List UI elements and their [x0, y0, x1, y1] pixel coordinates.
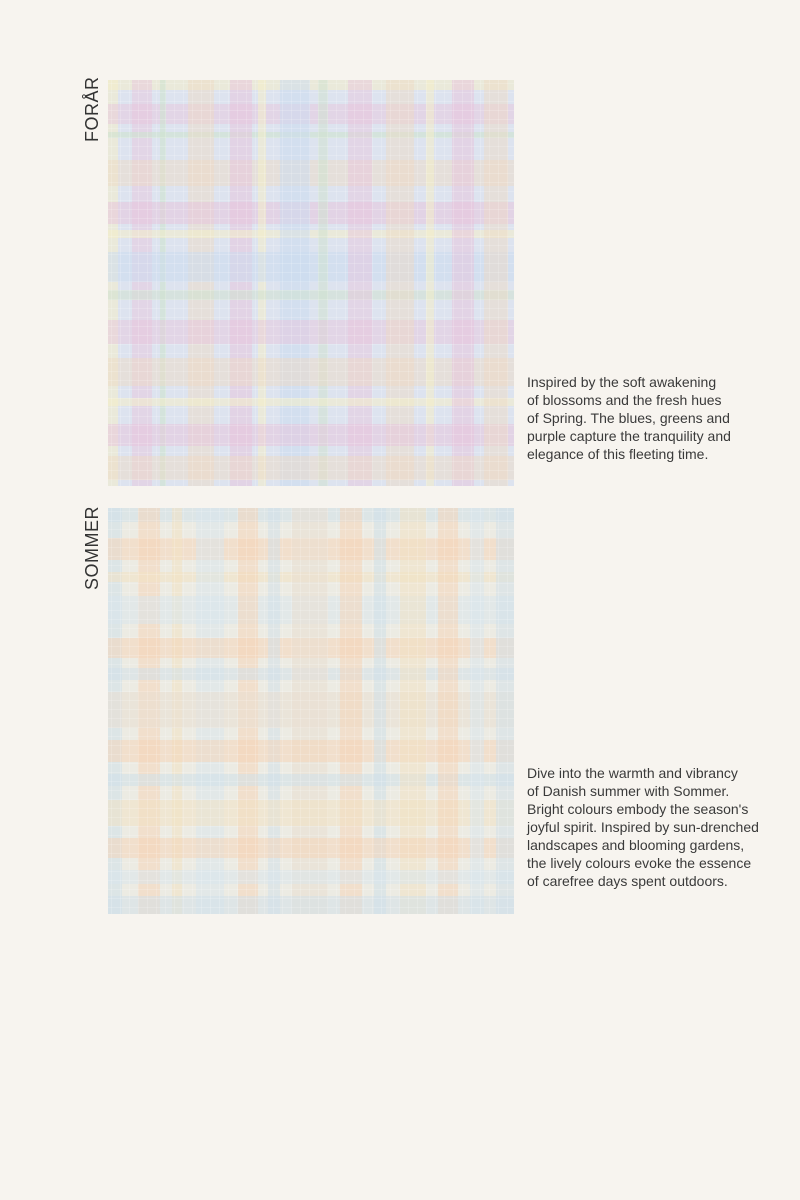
sommer-fabric-swatch — [108, 508, 514, 914]
forar-description: Inspired by the soft awakening of blossoms and the fresh hues of Spring. The blues, greens and purple capture the tranquility and elegance of this fleeting time. — [527, 374, 731, 462]
forar-fabric-swatch — [108, 80, 514, 486]
forar-plaid-pattern — [108, 80, 514, 486]
season-label-forar: FORÅR — [82, 76, 102, 142]
sommer-plaid-pattern — [108, 508, 514, 914]
sommer-description: Dive into the warmth and vibrancy of Danish summer with Sommer. Bright colours embody the season's joyful spirit. Inspired by sun-drenched landscapes and blooming gardens, the lively colours evoke the essence of carefree days spent outdoors. — [527, 765, 759, 889]
season-label-sommer: SOMMER — [82, 506, 102, 590]
